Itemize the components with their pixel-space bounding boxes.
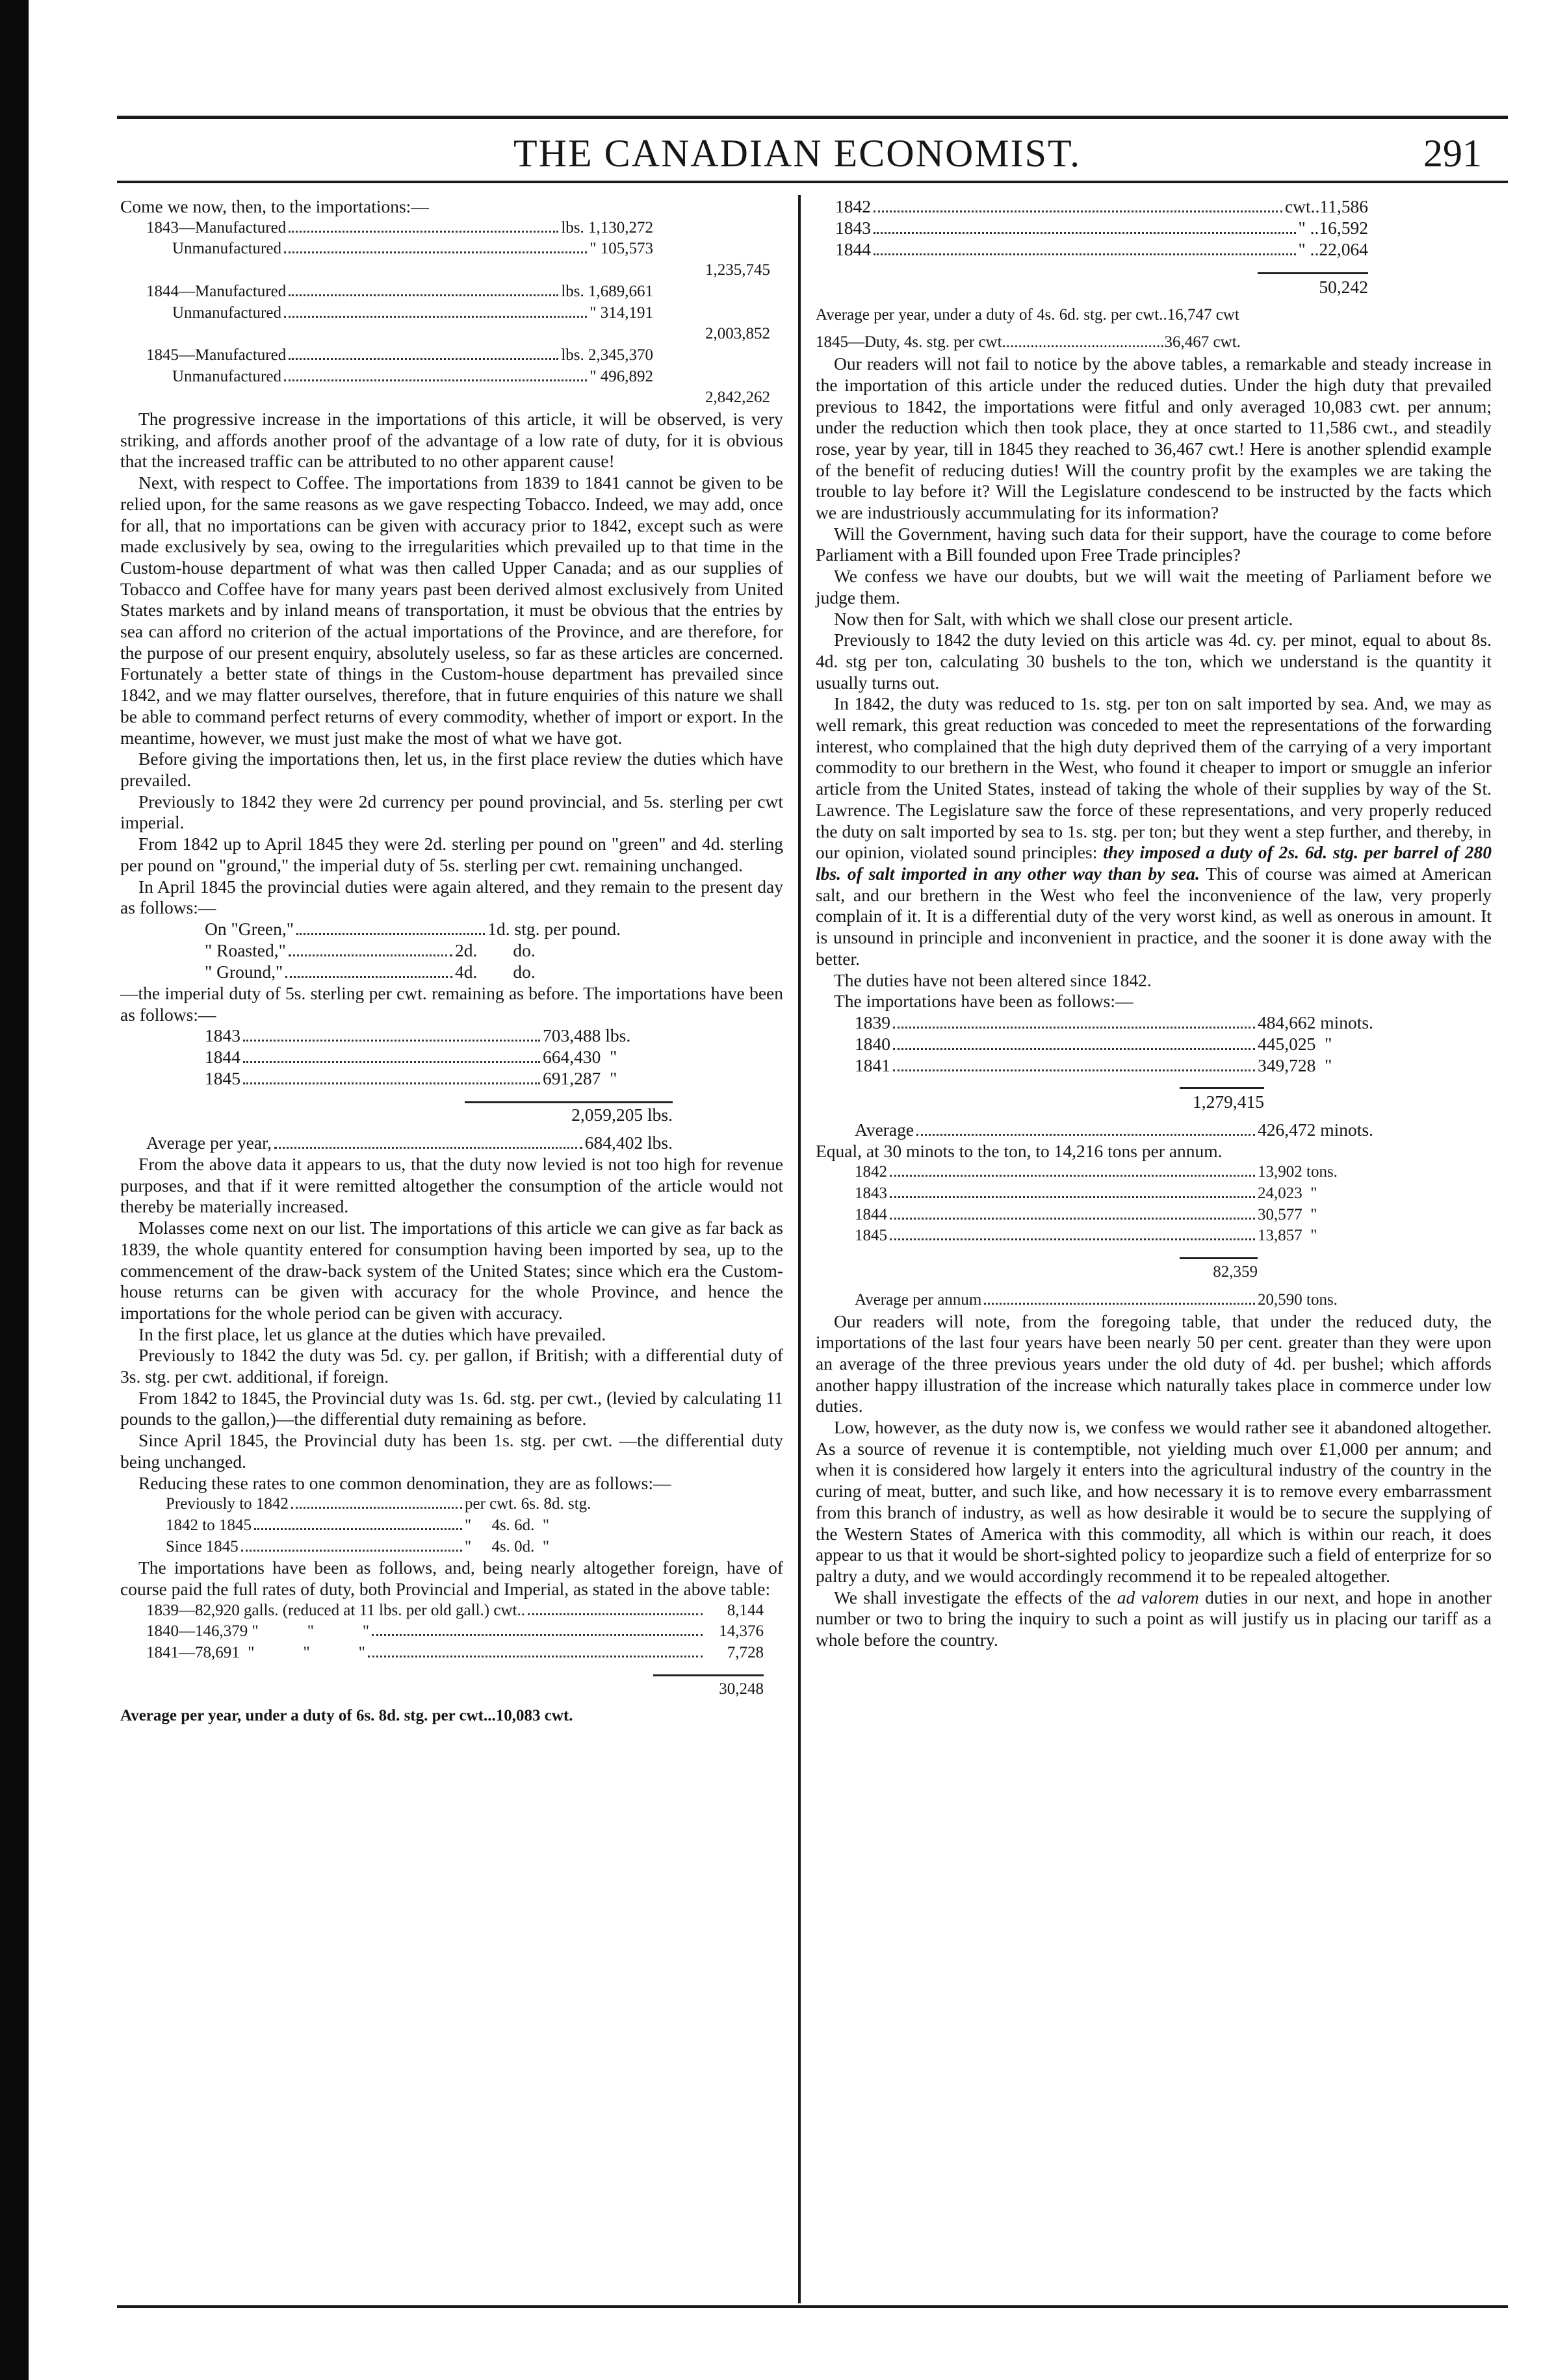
cell: 1843: [205, 1025, 240, 1046]
right-column: [816, 196, 1492, 1651]
cell: 1844: [835, 239, 871, 259]
cell: 7,728: [727, 1644, 764, 1662]
paragraph: —the imperial duty of 5s. sterling per cwt. remaining as before. The importations have been as follows:—: [120, 982, 783, 1025]
paragraph: The importations have been as follows, and, being nearly altogether foreign, have of course paid the full rates of duty, both Provincial and Imperial, as stated in the above table:: [120, 1557, 783, 1600]
header-rule: [117, 181, 1508, 183]
cell: " ..22,064: [1298, 239, 1368, 259]
paragraph: From 1842 up to April 1845 they were 2d. sterling per pound on "green" and 4d. sterling per pound on "ground," the imperial duty of 5s. sterling per cwt. remaining unchanged.: [120, 834, 783, 875]
cell: 1,130,272: [588, 218, 653, 237]
cell: 1842 to 1845: [166, 1516, 252, 1534]
subtotal: 2,842,262: [705, 389, 770, 407]
cell: 14,376: [719, 1622, 764, 1641]
cell: " ..16,592: [1298, 218, 1368, 238]
cell: Average per annum: [855, 1290, 982, 1309]
cell: Previously to 1842: [166, 1495, 289, 1513]
cell: 20,590 tons.: [1258, 1290, 1338, 1309]
paragraph: We confess we have our doubts, but we will wait the meeting of Parliament before we judge them.: [816, 566, 1492, 608]
emphasis: ad valorem: [1117, 1587, 1199, 1607]
cell: 1843—Manufactured: [146, 218, 287, 237]
cell: 13,902 tons.: [1258, 1163, 1338, 1181]
cell: Unmanufactured: [172, 367, 281, 385]
total: 2,059,205 lbs.: [465, 1101, 673, 1126]
paragraph: [816, 693, 1492, 969]
paragraph: The duties have not been altered since 1842.: [834, 969, 1152, 990]
cell: 1843: [855, 1184, 887, 1203]
equal-line: Equal, at 30 minots to the ton, to 14,216 tons per annum.: [816, 1140, 1223, 1161]
page-number: 291: [1423, 132, 1482, 175]
cell: ": [589, 240, 597, 258]
molasses-imports-table-2: [835, 196, 1368, 298]
cell: 1845: [855, 1227, 887, 1245]
total: 1,279,415: [1180, 1087, 1264, 1113]
subtotal: 1,235,745: [705, 261, 770, 279]
cell: " 4s. 6d. ": [465, 1516, 550, 1534]
cell: 2d. do.: [455, 940, 536, 960]
cell: 24,023 ": [1258, 1184, 1317, 1203]
coffee-duties-table: [205, 919, 621, 983]
paragraph: From the above data it appears to us, that the duty now levied is not too high for revenue purposes, and that if it were remitted altogether the consumption of the article would not thereby be materially increased.: [120, 1154, 783, 1217]
page-title: THE CANADIAN ECONOMIST.: [513, 132, 1081, 175]
subtotal: 2,003,852: [705, 325, 770, 343]
text: This of course was aimed at American salt, and our brethern in the West who feel the inconvenience of the law, very properly complain of it. It is a differential duty of the very worst kind, as well as onerous in amount. It is unsound in principle and inconvenient in practice, and the sooner it is done away with the better.: [816, 863, 1492, 969]
paragraph: Previously to 1842 the duty was 5d. cy. per gallon, if British; with a differential duty of 3s. stg. per cwt. additional, if foreign.: [120, 1345, 783, 1387]
cell: " Roasted,": [205, 940, 286, 960]
cell: 1840—146,379 " " ": [146, 1622, 370, 1641]
cell: 1839—82,920 galls. (reduced at 11 lbs. per old gall.) cwt..: [146, 1601, 525, 1619]
cell: 105,573: [600, 240, 653, 258]
paragraph: Reducing these rates to one common denomination, they are as follows:—: [138, 1472, 671, 1493]
cell: 1844: [855, 1205, 887, 1223]
text: We shall investigate the effects of the: [834, 1587, 1111, 1607]
cell: ": [589, 303, 597, 322]
paragraph: Now then for Salt, with which we shall close our present article.: [834, 608, 1293, 629]
paragraph: The progressive increase in the importations of this article, it will be observed, is very striking, and affords another proof of the advantage of a low rate of duty, for it is obvious that the increased traffic can be attributed to no other apparent cause!: [120, 409, 783, 472]
cell: 1d. stg. per pound.: [487, 918, 621, 939]
cell: 1840: [855, 1033, 890, 1054]
label: Average per year,: [146, 1132, 272, 1153]
column-divider: [798, 195, 801, 2303]
cell: 349,728 ": [1258, 1055, 1332, 1075]
paragraph: Since April 1845, the Provincial duty has been 1s. stg. per cwt. —the differential duty being unchanged.: [120, 1430, 783, 1472]
intro: Come we now, then, to the importations:—: [120, 196, 429, 216]
cell: Unmanufactured: [172, 240, 281, 258]
cell: 1843: [835, 218, 871, 238]
total: 50,242: [1258, 272, 1368, 298]
text: duties in our next, and hope in another number or two to bring the inquiry to such a point as will justify us in placing our tariff as a whole before the country.: [816, 1587, 1492, 1650]
bottom-rule: [117, 2305, 1508, 2308]
molasses-imports-table: [146, 1600, 764, 1700]
cell: 1844—Manufactured: [146, 282, 287, 300]
salt-imports-table-1: [855, 1012, 1414, 1141]
cell: " 4s. 0d. ": [465, 1537, 550, 1555]
binding-edge: [0, 0, 29, 2380]
cell: 1841—78,691 " " ": [146, 1644, 365, 1662]
cell: 426,472 minots.: [1258, 1119, 1373, 1140]
top-rule: [117, 116, 1508, 119]
coffee-average: [146, 1132, 673, 1154]
cell: On "Green,": [205, 918, 294, 939]
cell: 2,345,370: [588, 346, 653, 364]
total: 82,359: [1180, 1257, 1258, 1283]
cell: 703,488 lbs.: [543, 1025, 631, 1046]
left-column: [120, 196, 783, 1726]
paragraph: Previously to 1842 the duty levied on this article was 4d. cy. per minot, equal to about 8s. 4d. stg per ton, calculating 30 bushels to the ton, which we understand is the quantity it usually turns out.: [816, 630, 1492, 693]
cell: 664,430 ": [543, 1047, 617, 1068]
cell: 691,287 ": [543, 1068, 617, 1089]
paragraph: [816, 1587, 1492, 1651]
cell: 314,191: [600, 303, 653, 322]
duty-1845: 1845—Duty, 4s. stg. per cwt........................................36,467 cwt.: [816, 333, 1241, 352]
cell: Average: [855, 1119, 914, 1140]
cell: 445,025 ": [1258, 1033, 1332, 1054]
paragraph: In April 1845 the provincial duties were again altered, and they remain to the present day as follows:—: [120, 876, 783, 918]
cell: cwt..11,586: [1284, 196, 1368, 216]
paragraph: Will the Government, having such data for their support, have the courage to come before Parliament with a Bill founded upon Free Trade principles?: [816, 523, 1492, 565]
cell: lbs.: [561, 218, 584, 237]
cell: Since 1845: [166, 1537, 239, 1555]
paragraph: Before giving the importations then, let us, in the first place review the duties which have prevailed.: [120, 749, 783, 790]
emphasis: they imposed a duty of 2s. 6d. stg. per barrel of 280 lbs. of salt imported in any other way than by sea.: [816, 842, 1492, 884]
cell: 1842: [855, 1163, 887, 1181]
cell: lbs.: [561, 282, 584, 300]
total: 30,248: [653, 1674, 764, 1700]
molasses-rates-table: [166, 1494, 634, 1557]
cell: 30,577 ": [1258, 1205, 1317, 1223]
paragraph: The importations have been as follows:—: [834, 991, 1133, 1012]
paragraph: Low, however, as the duty now is, we confess we would rather see it abandoned altogether. As a source of revenue it is contemptible, not yielding much over £1,000 per annum; and when it is considered how largely it enters into the agricultural industry of the country in the curing of meat, butter, and such like, and how necessary it is to remove every embarrassment from this branch of industry, as well as how desirable it would be to secure the supplying of the Western States of America with this commodity, all which is within our reach, it does appear to us that it would be short-sighted policy to jeopardize such a field of enterprize for so paltry a duty, and we would accordingly recommend it to be repealed altogether.: [816, 1417, 1492, 1586]
cell: 1845: [205, 1068, 240, 1089]
cell: Unmanufactured: [172, 303, 281, 322]
paragraph: In the first place, let us glance at the duties which have prevailed.: [138, 1324, 606, 1344]
cell: 1844: [205, 1047, 240, 1068]
paragraph: Molasses come next on our list. The importations of this article we can give as far back as 1839, the whole quantity entered for consumption having been imported by sea, up to the commencement of the draw-back system of the United States; since which era the Custom-house returns can be given with accuracy for the whole Province, and hence the importations for the whole period can be given with accuracy.: [120, 1218, 783, 1323]
molasses-average-2: Average per year, under a duty of 4s. 6d. stg. per cwt..16,747 cwt: [816, 305, 1239, 324]
cell: 1841: [855, 1055, 890, 1075]
cell: ": [589, 367, 597, 385]
cell: 484,662 minots.: [1258, 1012, 1373, 1032]
salt-imports-table-2: [855, 1162, 1414, 1311]
cell: 13,857 ": [1258, 1227, 1317, 1245]
paragraph: Our readers will note, from the foregoing table, that under the reduced duty, the importations of the last four years have been nearly 50 per cent. greater than they were upon an average of the three previous years under the old duty of 4d. per bushel; which affords another happy illustration of the increase which naturally takes place in commerce under low duties.: [816, 1311, 1492, 1416]
cell: 1839: [855, 1012, 890, 1032]
text: In 1842, the duty was reduced to 1s. stg. per ton on salt imported by sea. And, we may as well remark, this great reduction was conceded to meet the representations of the forwarding interest, who complained that the high duty deprived them of the carrying of a very important commodity to our brethern in the West, who found it cheaper to import or smuggle an inferior article from the United States, instead of taking the whole of their supplies by way of the St. Lawrence. The Legislature saw the force of these representations, and very properly reduced the duty on salt imported by sea to 1s. stg. per ton; but they went a step further, and thereby, in our opinion, violated sound principles:: [816, 693, 1492, 863]
cell: 8,144: [727, 1601, 764, 1619]
cell: 496,892: [600, 367, 653, 385]
cell: 1845—Manufactured: [146, 346, 287, 364]
paragraph: Previously to 1842 they were 2d currency per pound provincial, and 5s. sterling per cwt imperial.: [120, 791, 783, 833]
value: 684,402 lbs.: [584, 1132, 673, 1153]
cell: 4d. do.: [455, 961, 536, 982]
cell: " Ground,": [205, 961, 283, 982]
paragraph: Next, with respect to Coffee. The importations from 1839 to 1841 cannot be given to be relied upon, for the same reasons as we gave respecting Tobacco. Indeed, we may add, once for all, that no importations can be given with accuracy prior to 1842, except such as were made exclusively by sea, owing to the irregularities which prevailed up to that time in the Custom-house department of what was then called Upper Canada; and as our supplies of Tobacco and Coffee have for many years past been derived almost exclusively from United States markets and by inland means of transportation, it must be obvious that the entries by sea can afford no criterion of the actual importations of the Province, and are therefore, for the purpose of our present enquiry, absolutely useless, so far as these articles are concerned. Fortunately a better state of things in the Custom-house department has prevailed since 1842, and we may flatter ourselves, therefore, that in future enquiries of this nature we shall be able to command perfect returns of every commodity, whether of import or export. In the meantime, however, we must just make the most of what we have got.: [120, 472, 783, 748]
cell: 1842: [835, 196, 871, 216]
cell: 1,689,661: [588, 282, 653, 300]
molasses-average: Average per year, under a duty of 6s. 8d. stg. per cwt...10,083 cwt.: [120, 1706, 573, 1724]
tobacco-table: [146, 218, 770, 409]
paragraph: From 1842 to 1845, the Provincial duty was 1s. 6d. stg. per cwt., (levied by calculating 11 pounds to the gallon,)—the differential duty remaining as before.: [120, 1387, 783, 1429]
coffee-imports-table: [205, 1025, 673, 1126]
cell: lbs.: [561, 346, 584, 364]
cell: per cwt. 6s. 8d. stg.: [465, 1495, 591, 1513]
paragraph: Our readers will not fail to notice by the above tables, a remarkable and steady increase in the importation of this article under the reduced duties. Under the high duty that prevailed previous to 1842, the importations were fitful and only averaged 10,083 cwt. per annum; under the reduction which then took place, they at once started to 11,586 cwt., and steadily rose, year by year, till in 1845 they reached to 36,467 cwt.! Here is another splendid example of the benefit of reducing duties! Will the country profit by the examples we are taking the trouble to lay before it? Will the Legislature condescend to be instructed by the facts which we are industriously accummulating for its information?: [816, 353, 1492, 523]
